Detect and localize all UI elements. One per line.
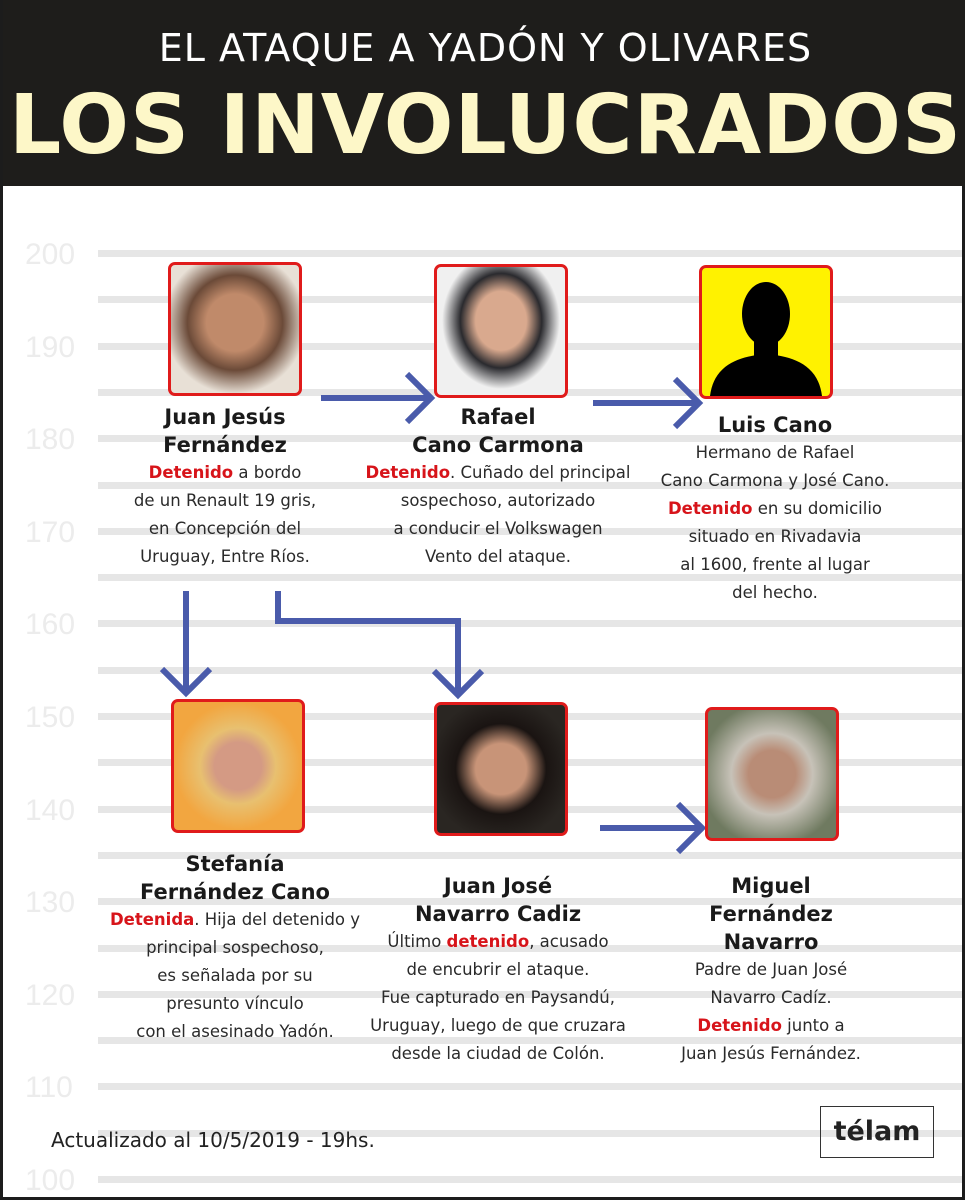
photo-miguel-fernandez-navarro	[705, 707, 839, 841]
desc-line: Último	[387, 932, 447, 951]
desc-line: de un Renault 19 gris,	[133, 491, 317, 510]
status-label: Detenido	[697, 1016, 782, 1035]
arrow-juan-jose-to-miguel	[600, 804, 702, 852]
desc-line: en su domicilio	[752, 499, 883, 518]
photo-rafael-cano-carmona	[434, 264, 568, 398]
desc-line: en Concepción del	[148, 519, 302, 538]
silhouette-icon	[702, 268, 830, 396]
person-name: Cano Carmona	[412, 433, 584, 457]
header-title: LOS INVOLUCRADOS	[8, 78, 963, 173]
ruler-tick-label: 130	[25, 886, 76, 920]
card-luis-cano	[625, 411, 925, 607]
ruler-tick-label: 190	[25, 330, 76, 364]
desc-line: Uruguay, Entre Ríos.	[140, 547, 310, 566]
desc-line: a conducir el Volkswagen	[393, 519, 603, 538]
person-name: Luis Cano	[717, 413, 833, 437]
ruler-tick-label: 150	[25, 701, 76, 734]
person-description	[625, 495, 925, 523]
card-miguel-fernandez-navarro	[621, 872, 921, 1068]
desc-line: de encubrir el ataque.	[406, 960, 590, 979]
person-name: Navarro	[723, 930, 819, 954]
photo-stefania-fernandez-cano	[171, 699, 305, 833]
ruler-tick-label: 180	[25, 423, 76, 457]
ruler-tick-label: 110	[25, 1071, 73, 1105]
person-description	[85, 906, 385, 934]
card-rafael-cano-carmona	[348, 403, 648, 571]
desc-line: situado en Rivadavia	[688, 527, 862, 546]
desc-line: al 1600, frente al lugar	[680, 555, 870, 574]
card-juan-jose-navarro-cadiz	[348, 872, 648, 1068]
desc-line: Fue capturado en Paysandú,	[380, 988, 615, 1007]
desc-line: del hecho.	[732, 583, 818, 602]
desc-line: presunto vínculo	[166, 994, 304, 1013]
status-label: detenido	[446, 932, 530, 951]
desc-line: Navarro Cadíz.	[710, 988, 832, 1007]
status-label: Detenido	[667, 499, 753, 518]
status-label: Detenida	[109, 910, 195, 929]
person-name: Juan Jesús	[164, 405, 286, 429]
desc-line: a bordo	[233, 463, 302, 482]
desc-line: Uruguay, luego de que cruzara	[370, 1016, 626, 1035]
ruler-tick-label: 200	[25, 238, 76, 271]
desc-line: . Cuñado del principal	[450, 463, 631, 482]
person-name: Stefanía	[185, 852, 285, 876]
desc-line: sospechoso, autorizado	[400, 491, 596, 510]
ruler-tick-label: 140	[25, 793, 76, 827]
desc-line: Juan Jesús Fernández.	[681, 1044, 861, 1063]
updated-timestamp: Actualizado al 10/5/2019 - 19hs.	[51, 1128, 375, 1152]
person-description	[621, 1012, 921, 1040]
person-name: Miguel	[731, 874, 811, 898]
telam-logo: télam	[820, 1106, 934, 1158]
ruler-tick-label: 160	[25, 608, 76, 642]
person-description	[348, 459, 648, 487]
status-label: Detenido	[365, 463, 451, 482]
arrow-juan-jesus-to-stefania	[162, 591, 210, 693]
card-stefania-fernandez-cano	[85, 850, 385, 1046]
person-name: Fernández Cano	[140, 880, 330, 904]
ruler-tick-label: 170	[25, 515, 76, 549]
desc-line: Vento del ataque.	[425, 547, 571, 566]
card-juan-jesus-fernandez	[75, 403, 375, 571]
status-label: Detenido	[148, 463, 234, 482]
person-name: Fernández	[163, 433, 287, 457]
person-description	[75, 459, 375, 487]
desc-line: desde la ciudad de Colón.	[391, 1044, 605, 1063]
photo-luis-cano	[699, 265, 833, 399]
arrow-juan-jesus-to-juan-jose	[278, 591, 482, 695]
desc-line: con el asesinado Yadón.	[136, 1022, 334, 1041]
person-name: Fernández	[709, 902, 833, 926]
desc-line: principal sospechoso,	[146, 938, 324, 957]
photo-juan-jose-navarro-cadiz	[434, 702, 568, 836]
desc-line: es señalada por su	[157, 966, 313, 985]
person-name: Rafael	[460, 405, 536, 429]
desc-line: , acusado	[529, 932, 609, 951]
ruler-tick-label: 100	[25, 1164, 76, 1197]
desc-line: . Hija del detenido y	[194, 910, 361, 929]
photo-juan-jesus-fernandez	[168, 262, 302, 396]
person-name: Navarro Cadiz	[414, 902, 582, 926]
header-subtitle: EL ATAQUE A YADÓN Y OLIVARES	[158, 26, 813, 70]
desc-line: Hermano de Rafael	[695, 443, 855, 462]
ruler-tick-label: 120	[25, 978, 76, 1012]
desc-line: Padre de Juan José	[694, 960, 848, 979]
desc-line: Cano Carmona y José Cano.	[660, 471, 890, 490]
person-description	[348, 928, 648, 956]
person-name: Juan José	[443, 874, 553, 898]
desc-line: junto a	[781, 1016, 845, 1035]
